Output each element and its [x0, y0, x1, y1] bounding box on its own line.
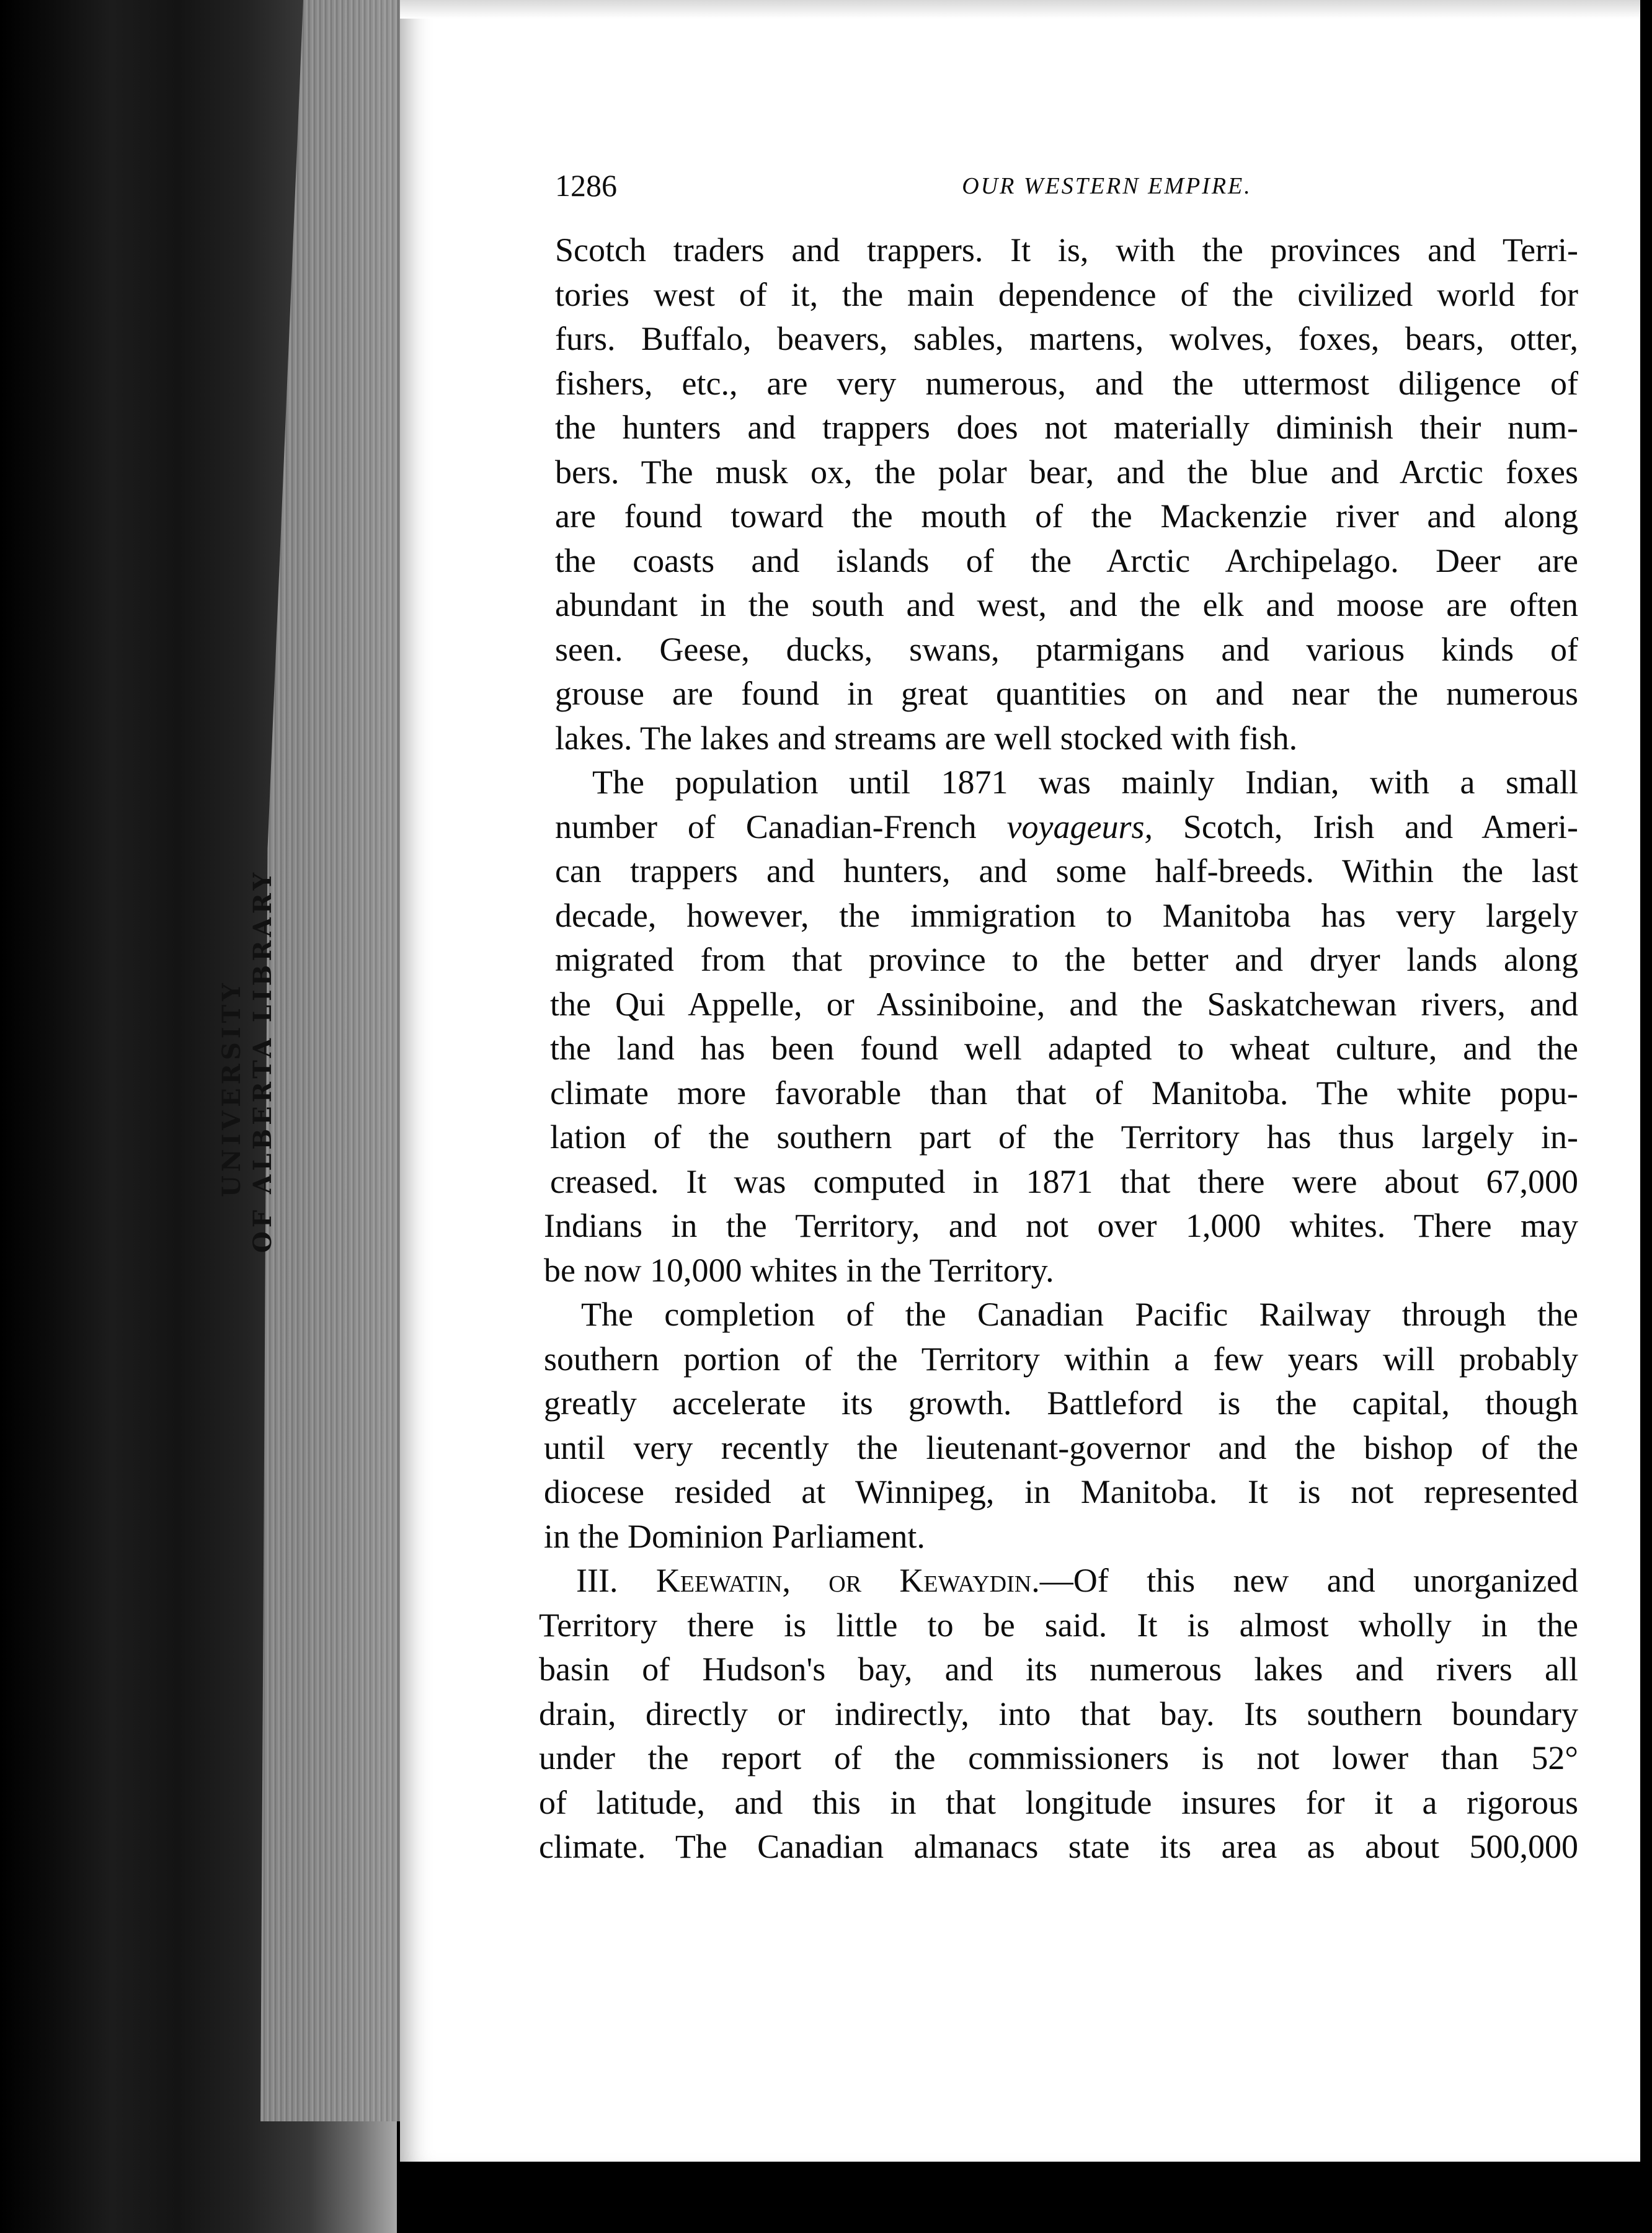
section-heading-line — [539, 1559, 1578, 1603]
section-number: III. — [576, 1562, 618, 1599]
text-line: decade, however, the immigration to Manitoba has very largely — [555, 896, 1578, 934]
text-line: drain, directly or indirectly, into that bay. Its southern boundary — [539, 1695, 1578, 1732]
text-line: lakes. The lakes and streams are well stocked with fish. — [555, 719, 1298, 757]
section-title: Keewatin, or Kewaydin. — [655, 1562, 1040, 1599]
library-stamp — [180, 868, 279, 1253]
text-line: in the Dominion Parliament. — [544, 1517, 925, 1555]
text-line: Indians in the Territory, and not over 1,000 whites. There may — [544, 1207, 1578, 1244]
text-line: grouse are found in great quantities on and near the numerous — [555, 675, 1578, 712]
page-header — [555, 167, 1640, 205]
text-line: the land has been found well adapted to wheat culture, and the — [550, 1030, 1578, 1067]
text-line: the hunters and trappers does not materially diminish their num- — [555, 409, 1578, 446]
text-line: The completion of the Canadian Pacific Railway through the — [581, 1296, 1578, 1333]
text-line: migrated from that province to the better and dryer lands along — [555, 941, 1578, 978]
text-line: under the report of the commissioners is not lower than 52° — [539, 1739, 1578, 1776]
text-line: diocese resided at Winnipeg, in Manitoba. It is not represented — [544, 1473, 1578, 1510]
text-line: climate more favorable than that of Manitoba. The white popu- — [550, 1074, 1578, 1112]
text-line: greatly accelerate its growth. Battleford is the capital, though — [544, 1384, 1578, 1422]
text-line: seen. Geese, ducks, swans, ptarmigans and various kinds of — [555, 630, 1578, 668]
text-line: lation of the southern part of the Territory has thus largely in- — [550, 1118, 1578, 1156]
text-line: are found toward the mouth of the Mackenzie river and along — [555, 497, 1578, 535]
text-line: the coasts and islands of the Arctic Archipelago. Deer are — [555, 542, 1578, 579]
page-top-shadow — [400, 0, 1640, 19]
text-line: can trappers and hunters, and some half-breeds. Within the last — [555, 852, 1578, 889]
text-line-composite — [555, 805, 1578, 850]
text-line: furs. Buffalo, beavers, sables, martens, wolves, foxes, bears, otter, — [555, 320, 1578, 357]
body-text — [539, 228, 1579, 1870]
text-line: Scotch traders and trappers. It is, with the provinces and Terri- — [555, 231, 1578, 269]
text-line: be now 10,000 whites in the Territory. — [544, 1251, 1054, 1289]
text-line: tories west of it, the main dependence of the civilized world for — [555, 275, 1578, 313]
stamp-line-1: UNIVERSITY — [217, 979, 246, 1197]
text-line: bers. The musk ox, the polar bear, and the blue and Arctic foxes — [555, 453, 1578, 491]
book-page — [400, 0, 1640, 2162]
text-line: the Qui Appelle, or Assiniboine, and the Saskatchewan rivers, and — [550, 985, 1578, 1023]
text-line: southern portion of the Territory within a few years will probably — [544, 1340, 1578, 1378]
text-line: creased. It was computed in 1871 that there were about 67,000 — [550, 1162, 1578, 1200]
running-head: OUR WESTERN EMPIRE. — [962, 173, 1252, 199]
text-line: basin of Hudson's bay, and its numerous lakes and rivers all — [539, 1651, 1578, 1688]
page-number: 1286 — [555, 168, 617, 203]
stamp-line-2: OF ALBERTA LIBRARY — [248, 868, 277, 1253]
text-line: Territory there is little to be said. It is almost wholly in the — [539, 1606, 1578, 1644]
text-fragment: —Of this new and unorganized — [1039, 1562, 1578, 1599]
text-line: of latitude, and this in that longitude insures for it a rigorous — [539, 1783, 1578, 1821]
italic-word: voyageurs, — [1006, 808, 1153, 845]
text-line: fishers, etc., are very numerous, and the uttermost diligence of — [555, 364, 1578, 402]
text-fragment: Scotch, Irish and Ameri- — [1152, 808, 1579, 845]
text-line: The population until 1871 was mainly Indian, with a small — [592, 764, 1578, 801]
text-line: abundant in the south and west, and the elk and moose are often — [555, 586, 1578, 623]
text-fragment: number of Canadian-French — [555, 808, 977, 845]
text-line: until very recently the lieutenant-governor and the bishop of the — [544, 1428, 1578, 1466]
text-line: climate. The Canadian almanacs state its area as about 500,000 — [539, 1828, 1578, 1865]
